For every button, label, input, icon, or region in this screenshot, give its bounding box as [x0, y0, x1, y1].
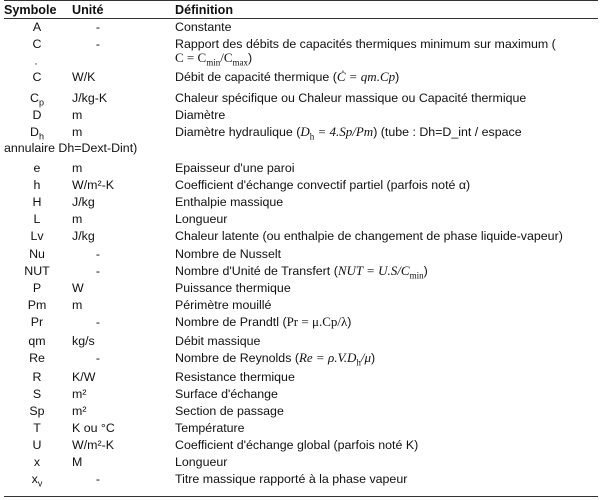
table-header-rule — [4, 18, 598, 19]
definition-text-end: ) — [347, 315, 352, 329]
definition-cell — [175, 229, 595, 243]
symbol-text: D — [30, 125, 39, 139]
header-symbol: Symbole — [4, 3, 57, 17]
definition-cell — [175, 351, 595, 369]
unit-cell: m² — [72, 404, 87, 418]
definition-cell — [175, 212, 595, 226]
symbol-cell — [4, 421, 70, 435]
symbol-cell — [4, 229, 70, 243]
definition-text-end: ) — [248, 51, 253, 65]
symbol-text: P — [32, 281, 42, 295]
definition-cell — [175, 334, 595, 348]
unit-cell: M — [72, 455, 83, 469]
definition-cell — [175, 20, 595, 34]
unit-cell: m — [72, 161, 83, 175]
unit-cell: W/K — [72, 70, 96, 84]
definition-text: Section de passage — [175, 404, 284, 418]
definition-text: Débit massique — [175, 334, 261, 348]
symbol-text: Pr — [30, 315, 44, 329]
symbol-text: Pm — [27, 298, 47, 312]
symbol-cell — [4, 37, 70, 51]
symbol-subscript: p — [38, 97, 44, 108]
definition-cell — [175, 195, 595, 209]
unit-cell: J/kg — [72, 195, 95, 209]
symbol-text: D — [32, 108, 42, 122]
header-definition: Définition — [175, 3, 234, 17]
symbol-text: Nu — [29, 247, 45, 261]
definition-cell — [175, 315, 595, 329]
definition-cell — [175, 472, 595, 486]
formula-subscript: min — [206, 57, 221, 68]
formula: NUT = U.S/C — [337, 263, 410, 278]
symbol-cell — [4, 247, 70, 261]
unit-cell: m — [72, 125, 83, 139]
symbol-text: Sp — [29, 404, 45, 418]
definition-text-end: ) — [371, 351, 376, 365]
definition-cell — [175, 108, 595, 122]
formula: Pr = μ.Cp/λ — [286, 314, 348, 329]
symbol-text: x — [33, 455, 41, 469]
symbol-text: L — [33, 212, 41, 226]
definition-text: Périmètre mouillé — [175, 298, 272, 312]
definition-cell — [175, 91, 595, 105]
unit-cell: - — [95, 247, 101, 261]
formula: Re = ρ.V.D — [298, 350, 357, 365]
unit-cell: - — [95, 315, 101, 329]
definition-cell — [175, 421, 595, 435]
formula-subscript: h — [356, 357, 361, 368]
symbol-cell — [4, 472, 70, 490]
symbol-cell — [4, 298, 70, 312]
symbol-text: x — [31, 472, 38, 486]
definition-text: Resistance thermique — [175, 370, 295, 384]
symbol-text: Lv — [30, 229, 44, 243]
symbol-text: C — [32, 37, 42, 51]
formula-part: /C — [220, 50, 233, 65]
symbol-cell — [4, 195, 70, 209]
definition-text: Chaleur spécifique ou Chaleur massique ou Capacité thermique — [175, 91, 527, 105]
definition-cell — [175, 387, 595, 401]
definition-text-end: ) (tube : Dh=D_int / espace — [373, 125, 522, 139]
definition-cell — [175, 264, 595, 282]
symbol-text: S — [32, 387, 42, 401]
symbol-text: T — [33, 421, 41, 435]
definition-cell — [175, 438, 595, 452]
symbol-cell — [4, 438, 70, 452]
definition-cell — [175, 37, 595, 69]
unit-cell: m — [72, 212, 83, 226]
unit-cell: m — [72, 108, 83, 122]
symbol-subscript: v — [37, 478, 43, 489]
definition-text: Longueur — [175, 212, 228, 226]
unit-cell: W/m²-K — [72, 438, 114, 452]
formula: D — [300, 124, 310, 139]
definition-text: Coefficient d'échange convectif partiel (parfois noté α) — [175, 178, 471, 192]
definition-text: Diamètre — [175, 108, 226, 122]
symbol-cell — [4, 20, 70, 34]
definition-text: Enthalpie massique — [175, 195, 284, 209]
formula-part: /μ — [360, 350, 371, 365]
symbol-cell — [4, 455, 70, 469]
definition-cell — [175, 125, 595, 143]
table-top-rule — [4, 0, 598, 1]
unit-cell: kg/s — [72, 334, 95, 348]
symbol-text: Re — [29, 351, 45, 365]
formula-subscript: h — [309, 131, 315, 142]
definition-continuation: annulaire Dh=Dext-Dint) — [4, 141, 138, 155]
symbol-cell — [4, 108, 70, 122]
symbol-text: NUT — [24, 264, 50, 278]
symbol-text: e — [33, 161, 41, 175]
definition-text: Nombre de Prandtl ( — [175, 315, 287, 329]
definition-text: Chaleur latente (ou enthalpie de changement de phase liquide-vapeur) — [175, 229, 563, 243]
symbol-cell — [4, 212, 70, 226]
symbol-text: qm — [28, 334, 46, 348]
symbol-cell — [4, 387, 70, 401]
unit-cell: - — [95, 37, 101, 51]
symbol-cell — [4, 70, 70, 84]
definition-text: Longueur — [175, 455, 228, 469]
symbol-cell — [4, 161, 70, 175]
symbol-cell — [4, 370, 70, 384]
symbol-text: U — [32, 438, 42, 452]
definition-cell — [175, 161, 595, 175]
unit-cell: - — [95, 20, 101, 34]
definition-text: Coefficient d'échange global (parfois noté K) — [175, 438, 419, 452]
definition-cell — [175, 70, 595, 84]
definition-text: Température — [175, 421, 245, 435]
formula-subscript: max — [232, 57, 248, 68]
symbol-cell — [4, 91, 70, 109]
formula: Ċ = qm.Cp — [336, 69, 396, 84]
symbol-text: C — [30, 91, 39, 105]
definition-text: Débit de capacité thermique ( — [175, 70, 337, 84]
definition-text: Surface d'échange — [175, 387, 278, 401]
unit-cell: m — [72, 298, 83, 312]
definition-text: Nombre de Reynolds ( — [175, 351, 299, 365]
definition-cell — [175, 178, 595, 192]
symbol-cell — [4, 281, 70, 295]
definition-text: Titre massique rapporté à la phase vapeur — [175, 472, 408, 486]
symbol-cell — [4, 264, 70, 278]
symbol-text: R — [32, 370, 42, 384]
unit-cell: - — [95, 472, 101, 486]
unit-cell: K ou °C — [72, 421, 115, 435]
definition-cell — [175, 404, 595, 418]
unit-cell: K/W — [72, 370, 96, 384]
definition-cell — [175, 247, 595, 261]
symbol-text: h — [33, 178, 41, 192]
definition-text: Rapport des débits de capacités thermiques minimum sur maximum ( — [175, 37, 556, 51]
unit-cell: W — [72, 281, 84, 295]
definition-cell — [175, 281, 595, 295]
unit-cell: J/kg-K — [72, 91, 108, 105]
symbol-cell — [4, 351, 70, 365]
unit-cell: W/m²-K — [72, 178, 114, 192]
definition-cell — [175, 298, 595, 312]
symbol-text: C ˙ — [33, 70, 42, 84]
formula-part: = 4.Sp/Pm — [314, 124, 374, 139]
definition-text-end: ) — [423, 264, 428, 278]
symbol-text: A — [32, 20, 42, 34]
definition-text: Epaisseur d'une paroi — [175, 161, 295, 175]
definition-text: Puissance thermique — [175, 281, 291, 295]
definition-cell — [175, 455, 595, 469]
symbol-cell — [4, 404, 70, 418]
table-bottom-rule — [4, 496, 598, 497]
definition-text: Nombre d'Unité de Transfert ( — [175, 264, 338, 278]
header-unit: Unité — [72, 3, 104, 17]
definition-text: Nombre de Nusselt — [175, 247, 282, 261]
unit-cell: - — [95, 264, 101, 278]
formula: C = C — [175, 50, 207, 65]
unit-cell: - — [95, 351, 101, 365]
unit-cell: m² — [72, 387, 87, 401]
definition-cell — [175, 370, 595, 384]
formula-subscript: min — [409, 270, 424, 281]
symbol-cell — [4, 334, 70, 348]
definition-text: Diamètre hydraulique ( — [175, 125, 301, 139]
symbol-cell — [4, 315, 70, 329]
symbol-text: H — [32, 195, 42, 209]
symbol-subscript: h — [38, 131, 44, 142]
symbol-cell — [4, 178, 70, 192]
definition-text: Constante — [175, 20, 232, 34]
definition-text-end: ) — [395, 70, 400, 84]
unit-cell: J/kg — [72, 229, 95, 243]
